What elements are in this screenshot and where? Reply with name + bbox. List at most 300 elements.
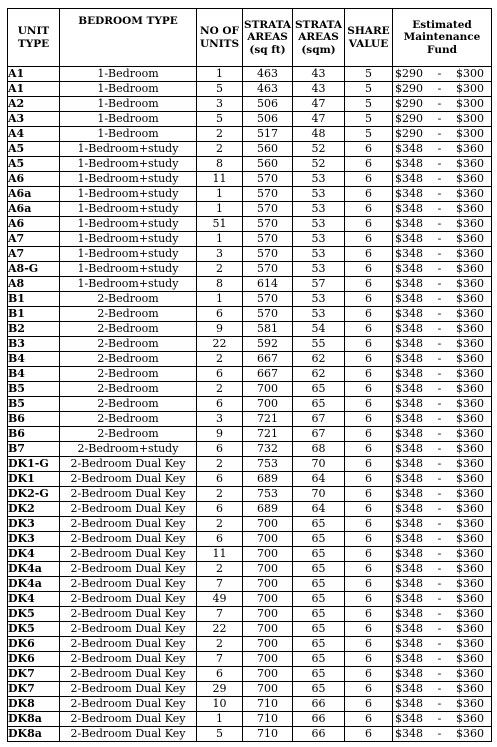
- strata-sqft-cell: 570: [243, 217, 293, 232]
- share-value-cell: 5: [345, 97, 393, 112]
- share-value-cell: 6: [345, 427, 393, 442]
- table-row: [8, 667, 492, 682]
- bedroom-type-cell: 2-Bedroom: [60, 292, 197, 307]
- unit-type-cell: DK4: [8, 592, 60, 607]
- unit-type-cell: A6: [8, 217, 60, 232]
- units-cell: 6: [197, 667, 243, 682]
- fund-high: $360: [456, 712, 484, 725]
- table-row: [8, 397, 492, 412]
- strata-sqft-cell: 506: [243, 97, 293, 112]
- fund-dash: -: [437, 277, 442, 290]
- fund-high: $360: [456, 622, 484, 635]
- units-cell: 51: [197, 217, 243, 232]
- bedroom-type-cell: 2-Bedroom Dual Key: [60, 472, 197, 487]
- table-row: [8, 82, 492, 97]
- fund-low: $348: [395, 622, 423, 635]
- units-cell: 8: [197, 157, 243, 172]
- units-cell: 5: [197, 82, 243, 97]
- bedroom-type-cell: 2-Bedroom: [60, 427, 197, 442]
- strata-sqm-cell: 53: [293, 307, 345, 322]
- table-row: [8, 532, 492, 547]
- strata-sqft-cell: 700: [243, 622, 293, 637]
- maintenance-fund-cell: [393, 322, 492, 337]
- fund-low: $348: [395, 682, 423, 695]
- fund-dash: -: [437, 607, 442, 620]
- table-row: [8, 172, 492, 187]
- strata-sqm-cell: 65: [293, 547, 345, 562]
- strata-sqm-cell: 47: [293, 97, 345, 112]
- share-value-cell: 6: [345, 412, 393, 427]
- share-value-cell: 6: [345, 622, 393, 637]
- share-value-cell: 6: [345, 667, 393, 682]
- unit-type-cell: A6a: [8, 187, 60, 202]
- table-row: [8, 427, 492, 442]
- fund-low: $348: [395, 487, 423, 500]
- fund-low: $348: [395, 457, 423, 470]
- strata-sqft-cell: 721: [243, 412, 293, 427]
- units-cell: 10: [197, 697, 243, 712]
- table-row: [8, 592, 492, 607]
- unit-type-cell: A1: [8, 82, 60, 97]
- share-value-cell: 6: [345, 262, 393, 277]
- table-row: [8, 382, 492, 397]
- maintenance-fund-cell: [393, 427, 492, 442]
- table-row: [8, 682, 492, 697]
- maintenance-fund-cell: [393, 532, 492, 547]
- bedroom-type-cell: 1-Bedroom: [60, 97, 197, 112]
- table-row: [8, 652, 492, 667]
- share-value-cell: 6: [345, 322, 393, 337]
- fund-dash: -: [437, 472, 442, 485]
- unit-type-cell: B1: [8, 307, 60, 322]
- unit-type-cell: DK5: [8, 622, 60, 637]
- strata-sqft-cell: 700: [243, 667, 293, 682]
- fund-low: $348: [395, 637, 423, 650]
- bedroom-type-cell: 1-Bedroom+study: [60, 142, 197, 157]
- strata-sqft-cell: 700: [243, 637, 293, 652]
- fund-dash: -: [437, 547, 442, 560]
- maintenance-fund-cell: [393, 547, 492, 562]
- maintenance-fund-cell: [393, 97, 492, 112]
- fund-dash: -: [437, 517, 442, 530]
- unit-table: [7, 8, 492, 742]
- table-row: [8, 577, 492, 592]
- strata-sqft-cell: 667: [243, 367, 293, 382]
- fund-dash: -: [437, 187, 442, 200]
- bedroom-type-cell: 1-Bedroom+study: [60, 277, 197, 292]
- bedroom-type-cell: 1-Bedroom+study: [60, 202, 197, 217]
- share-value-cell: 6: [345, 292, 393, 307]
- fund-high: $360: [456, 517, 484, 530]
- strata-sqm-cell: 64: [293, 472, 345, 487]
- strata-sqm-cell: 53: [293, 202, 345, 217]
- fund-high: $360: [456, 277, 484, 290]
- fund-high: $360: [456, 352, 484, 365]
- unit-type-cell: A8-G: [8, 262, 60, 277]
- unit-type-cell: A3: [8, 112, 60, 127]
- share-value-cell: 6: [345, 577, 393, 592]
- strata-sqm-cell: 48: [293, 127, 345, 142]
- fund-dash: -: [437, 322, 442, 335]
- bedroom-type-cell: 2-Bedroom: [60, 337, 197, 352]
- fund-high: $360: [456, 502, 484, 515]
- fund-low: $348: [395, 412, 423, 425]
- maintenance-fund-cell: [393, 367, 492, 382]
- units-cell: 6: [197, 472, 243, 487]
- fund-dash: -: [437, 652, 442, 665]
- maintenance-fund-cell: [393, 727, 492, 742]
- fund-dash: -: [437, 622, 442, 635]
- unit-type-cell: A7: [8, 247, 60, 262]
- units-cell: 9: [197, 427, 243, 442]
- bedroom-type-cell: 2-Bedroom Dual Key: [60, 607, 197, 622]
- fund-dash: -: [437, 697, 442, 710]
- table-row: [8, 337, 492, 352]
- share-value-cell: 6: [345, 217, 393, 232]
- fund-low: $348: [395, 187, 423, 200]
- unit-type-cell: DK8a: [8, 712, 60, 727]
- fund-high: $300: [456, 127, 484, 140]
- fund-dash: -: [437, 247, 442, 260]
- maintenance-fund-cell: [393, 67, 492, 82]
- fund-high: $360: [456, 157, 484, 170]
- fund-dash: -: [437, 157, 442, 170]
- unit-type-cell: DK2: [8, 502, 60, 517]
- strata-sqft-cell: 517: [243, 127, 293, 142]
- maintenance-fund-cell: [393, 487, 492, 502]
- fund-low: $348: [395, 577, 423, 590]
- fund-dash: -: [437, 532, 442, 545]
- fund-high: $360: [456, 532, 484, 545]
- fund-dash: -: [437, 457, 442, 470]
- units-cell: 11: [197, 172, 243, 187]
- fund-high: $360: [456, 592, 484, 605]
- share-value-cell: 6: [345, 307, 393, 322]
- fund-high: $360: [456, 322, 484, 335]
- strata-sqm-cell: 67: [293, 412, 345, 427]
- units-cell: 5: [197, 112, 243, 127]
- fund-low: $348: [395, 607, 423, 620]
- units-cell: 7: [197, 607, 243, 622]
- fund-dash: -: [437, 427, 442, 440]
- table-row: [8, 187, 492, 202]
- table-row: [8, 607, 492, 622]
- strata-sqm-cell: 66: [293, 727, 345, 742]
- fund-low: $290: [395, 82, 423, 95]
- bedroom-type-cell: 2-Bedroom: [60, 352, 197, 367]
- strata-sqm-cell: 65: [293, 592, 345, 607]
- bedroom-type-cell: 2-Bedroom Dual Key: [60, 682, 197, 697]
- strata-sqm-cell: 68: [293, 442, 345, 457]
- maintenance-fund-cell: [393, 157, 492, 172]
- units-cell: 2: [197, 127, 243, 142]
- table-row: [8, 487, 492, 502]
- fund-high: $360: [456, 487, 484, 500]
- header-strata-sqm: STRATA AREAS (sqm): [293, 9, 345, 67]
- units-cell: 2: [197, 262, 243, 277]
- fund-low: $348: [395, 727, 423, 740]
- maintenance-fund-cell: [393, 82, 492, 97]
- unit-type-cell: DK7: [8, 667, 60, 682]
- maintenance-fund-cell: [393, 172, 492, 187]
- strata-sqft-cell: 570: [243, 307, 293, 322]
- fund-high: $360: [456, 442, 484, 455]
- maintenance-fund-cell: [393, 682, 492, 697]
- share-value-cell: 6: [345, 337, 393, 352]
- strata-sqft-cell: 700: [243, 682, 293, 697]
- table-row: [8, 727, 492, 742]
- fund-high: $300: [456, 112, 484, 125]
- table-row: [8, 502, 492, 517]
- strata-sqft-cell: 570: [243, 292, 293, 307]
- fund-high: $360: [456, 172, 484, 185]
- share-value-cell: 5: [345, 82, 393, 97]
- table-row: [8, 457, 492, 472]
- fund-low: $348: [395, 472, 423, 485]
- unit-type-cell: A6: [8, 172, 60, 187]
- strata-sqm-cell: 65: [293, 622, 345, 637]
- table-row: [8, 322, 492, 337]
- share-value-cell: 6: [345, 502, 393, 517]
- strata-sqm-cell: 65: [293, 532, 345, 547]
- fund-low: $348: [395, 442, 423, 455]
- fund-high: $360: [456, 232, 484, 245]
- fund-low: $348: [395, 697, 423, 710]
- maintenance-fund-cell: [393, 472, 492, 487]
- table-row: [8, 232, 492, 247]
- unit-type-cell: DK8: [8, 697, 60, 712]
- share-value-cell: 6: [345, 697, 393, 712]
- units-cell: 2: [197, 457, 243, 472]
- fund-dash: -: [437, 172, 442, 185]
- maintenance-fund-cell: [393, 697, 492, 712]
- unit-type-cell: B4: [8, 367, 60, 382]
- unit-type-cell: DK3: [8, 532, 60, 547]
- table-row: [8, 142, 492, 157]
- fund-high: $360: [456, 262, 484, 275]
- strata-sqm-cell: 62: [293, 352, 345, 367]
- strata-sqft-cell: 700: [243, 562, 293, 577]
- table-row: [8, 562, 492, 577]
- fund-high: $360: [456, 562, 484, 575]
- fund-high: $360: [456, 652, 484, 665]
- strata-sqft-cell: 667: [243, 352, 293, 367]
- units-cell: 29: [197, 682, 243, 697]
- share-value-cell: 5: [345, 67, 393, 82]
- bedroom-type-cell: 2-Bedroom Dual Key: [60, 637, 197, 652]
- fund-dash: -: [437, 637, 442, 650]
- header-unit-type: UNIT TYPE: [8, 9, 60, 67]
- unit-type-cell: B2: [8, 322, 60, 337]
- table-row: [8, 202, 492, 217]
- share-value-cell: 6: [345, 172, 393, 187]
- unit-type-cell: A4: [8, 127, 60, 142]
- strata-sqft-cell: 732: [243, 442, 293, 457]
- maintenance-fund-cell: [393, 217, 492, 232]
- maintenance-fund-cell: [393, 232, 492, 247]
- fund-dash: -: [437, 67, 442, 80]
- strata-sqft-cell: 614: [243, 277, 293, 292]
- table-row: [8, 157, 492, 172]
- strata-sqm-cell: 53: [293, 187, 345, 202]
- table-row: [8, 292, 492, 307]
- header-row: [8, 9, 492, 67]
- bedroom-type-cell: 2-Bedroom: [60, 382, 197, 397]
- bedroom-type-cell: 2-Bedroom: [60, 412, 197, 427]
- unit-type-cell: DK8a: [8, 727, 60, 742]
- fund-low: $348: [395, 502, 423, 515]
- maintenance-fund-cell: [393, 247, 492, 262]
- strata-sqft-cell: 689: [243, 472, 293, 487]
- fund-low: $348: [395, 427, 423, 440]
- maintenance-fund-cell: [393, 337, 492, 352]
- strata-sqm-cell: 53: [293, 172, 345, 187]
- bedroom-type-cell: 2-Bedroom Dual Key: [60, 517, 197, 532]
- bedroom-type-cell: 2-Bedroom: [60, 367, 197, 382]
- unit-type-cell: B5: [8, 382, 60, 397]
- fund-high: $360: [456, 667, 484, 680]
- strata-sqft-cell: 753: [243, 457, 293, 472]
- unit-type-cell: A1: [8, 67, 60, 82]
- header-maintenance-fund: Estimated Maintenance Fund: [393, 9, 492, 67]
- table-row: [8, 247, 492, 262]
- share-value-cell: 6: [345, 277, 393, 292]
- fund-high: $360: [456, 682, 484, 695]
- unit-type-cell: A5: [8, 157, 60, 172]
- units-cell: 2: [197, 352, 243, 367]
- table-row: [8, 277, 492, 292]
- share-value-cell: 6: [345, 352, 393, 367]
- share-value-cell: 6: [345, 487, 393, 502]
- strata-sqft-cell: 560: [243, 157, 293, 172]
- fund-low: $348: [395, 382, 423, 395]
- fund-low: $348: [395, 292, 423, 305]
- maintenance-fund-cell: [393, 457, 492, 472]
- strata-sqm-cell: 65: [293, 667, 345, 682]
- fund-high: $300: [456, 67, 484, 80]
- units-cell: 5: [197, 727, 243, 742]
- fund-low: $348: [395, 592, 423, 605]
- bedroom-type-cell: 1-Bedroom+study: [60, 232, 197, 247]
- fund-high: $360: [456, 397, 484, 410]
- fund-high: $360: [456, 457, 484, 470]
- unit-type-cell: DK5: [8, 607, 60, 622]
- strata-sqm-cell: 65: [293, 562, 345, 577]
- fund-dash: -: [437, 727, 442, 740]
- fund-dash: -: [437, 367, 442, 380]
- table-row: [8, 697, 492, 712]
- fund-low: $348: [395, 247, 423, 260]
- fund-dash: -: [437, 82, 442, 95]
- maintenance-fund-cell: [393, 592, 492, 607]
- strata-sqft-cell: 463: [243, 67, 293, 82]
- fund-dash: -: [437, 142, 442, 155]
- header-share-value: SHARE VALUE: [345, 9, 393, 67]
- strata-sqft-cell: 570: [243, 187, 293, 202]
- bedroom-type-cell: 2-Bedroom Dual Key: [60, 667, 197, 682]
- unit-type-cell: B3: [8, 337, 60, 352]
- units-cell: 6: [197, 532, 243, 547]
- unit-type-cell: A7: [8, 232, 60, 247]
- strata-sqm-cell: 65: [293, 607, 345, 622]
- units-cell: 1: [197, 67, 243, 82]
- bedroom-type-cell: 2-Bedroom: [60, 307, 197, 322]
- units-cell: 1: [197, 202, 243, 217]
- share-value-cell: 6: [345, 157, 393, 172]
- units-cell: 3: [197, 412, 243, 427]
- maintenance-fund-cell: [393, 307, 492, 322]
- fund-low: $348: [395, 142, 423, 155]
- strata-sqm-cell: 55: [293, 337, 345, 352]
- unit-type-cell: B7: [8, 442, 60, 457]
- table-row: [8, 622, 492, 637]
- maintenance-fund-cell: [393, 292, 492, 307]
- fund-low: $348: [395, 547, 423, 560]
- table-body: [8, 67, 492, 742]
- table-row: [8, 367, 492, 382]
- share-value-cell: 6: [345, 442, 393, 457]
- fund-high: $360: [456, 382, 484, 395]
- strata-sqft-cell: 570: [243, 202, 293, 217]
- fund-high: $360: [456, 142, 484, 155]
- fund-dash: -: [437, 232, 442, 245]
- bedroom-type-cell: 2-Bedroom Dual Key: [60, 652, 197, 667]
- unit-type-cell: DK7: [8, 682, 60, 697]
- strata-sqft-cell: 700: [243, 397, 293, 412]
- units-cell: 6: [197, 397, 243, 412]
- share-value-cell: 6: [345, 397, 393, 412]
- strata-sqm-cell: 64: [293, 502, 345, 517]
- strata-sqm-cell: 67: [293, 427, 345, 442]
- strata-sqm-cell: 62: [293, 367, 345, 382]
- strata-sqm-cell: 43: [293, 82, 345, 97]
- maintenance-fund-cell: [393, 262, 492, 277]
- table-row: [8, 127, 492, 142]
- table-row: [8, 547, 492, 562]
- strata-sqft-cell: 570: [243, 172, 293, 187]
- maintenance-fund-cell: [393, 502, 492, 517]
- unit-type-cell: A2: [8, 97, 60, 112]
- unit-type-cell: DK4a: [8, 562, 60, 577]
- fund-high: $360: [456, 202, 484, 215]
- unit-type-cell: A5: [8, 142, 60, 157]
- fund-high: $360: [456, 577, 484, 590]
- fund-low: $348: [395, 667, 423, 680]
- table-row: [8, 67, 492, 82]
- strata-sqft-cell: 700: [243, 577, 293, 592]
- strata-sqm-cell: 43: [293, 67, 345, 82]
- fund-low: $290: [395, 112, 423, 125]
- strata-sqm-cell: 65: [293, 577, 345, 592]
- strata-sqft-cell: 710: [243, 727, 293, 742]
- units-cell: 6: [197, 502, 243, 517]
- units-cell: 1: [197, 292, 243, 307]
- maintenance-fund-cell: [393, 277, 492, 292]
- share-value-cell: 6: [345, 682, 393, 697]
- strata-sqft-cell: 710: [243, 712, 293, 727]
- table-row: [8, 217, 492, 232]
- strata-sqft-cell: 560: [243, 142, 293, 157]
- units-cell: 2: [197, 382, 243, 397]
- fund-dash: -: [437, 217, 442, 230]
- strata-sqft-cell: 570: [243, 247, 293, 262]
- strata-sqm-cell: 53: [293, 292, 345, 307]
- fund-low: $348: [395, 337, 423, 350]
- fund-dash: -: [437, 97, 442, 110]
- units-cell: 1: [197, 712, 243, 727]
- strata-sqft-cell: 753: [243, 487, 293, 502]
- bedroom-type-cell: 2-Bedroom Dual Key: [60, 592, 197, 607]
